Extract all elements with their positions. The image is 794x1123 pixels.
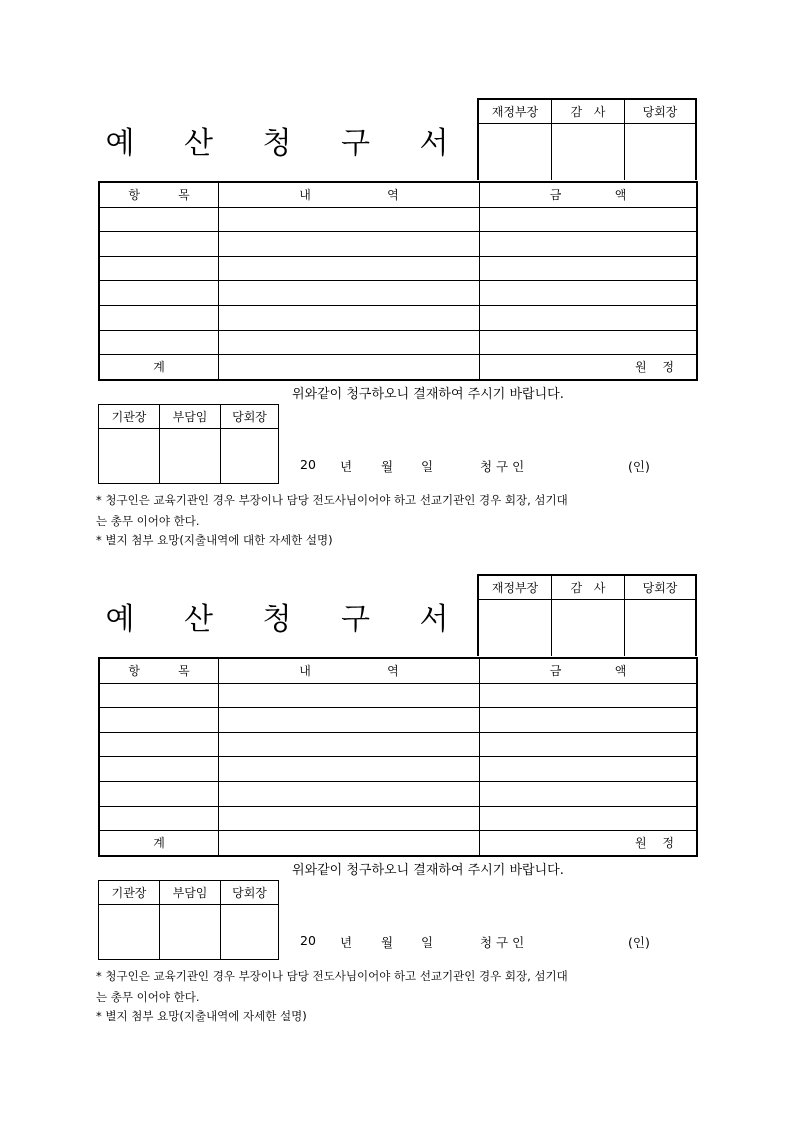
detail-cell[interactable] bbox=[219, 781, 480, 806]
sign-header-pastor: 당회장 bbox=[221, 881, 279, 905]
sign-box-pastor[interactable] bbox=[221, 905, 279, 960]
item-cell[interactable] bbox=[99, 732, 219, 757]
item-cell[interactable] bbox=[99, 232, 219, 257]
approval-header-auditor: 감 사 bbox=[552, 99, 625, 124]
date-year-prefix: 20 bbox=[300, 457, 316, 472]
table-row bbox=[99, 207, 697, 232]
request-statement: 위와같이 청구하오니 결재하여 주시기 바랍니다. bbox=[292, 387, 564, 402]
table-row bbox=[99, 732, 697, 757]
amount-cell[interactable] bbox=[480, 256, 698, 281]
approval-box-pastor[interactable] bbox=[625, 124, 697, 181]
column-header-amount: 금 액 bbox=[480, 182, 698, 207]
approval-box-pastor[interactable] bbox=[625, 600, 697, 657]
sign-header-head: 기관장 bbox=[99, 405, 160, 429]
budget-items-table bbox=[98, 657, 698, 857]
item-cell[interactable] bbox=[99, 708, 219, 733]
sign-box-teacher[interactable] bbox=[160, 905, 221, 960]
note-attachment: * 별지 첨부 요망(지출내역에 자세한 설명) bbox=[96, 1009, 307, 1023]
table-header-row bbox=[99, 182, 697, 207]
item-cell[interactable] bbox=[99, 330, 219, 355]
column-header-item: 항 목 bbox=[99, 658, 219, 683]
budget-request-form-2 bbox=[0, 574, 794, 1044]
note-attachment: * 별지 첨부 요망(지출내역에 대한 자세한 설명) bbox=[96, 533, 333, 547]
signature-table bbox=[98, 404, 279, 484]
column-header-detail: 내 역 bbox=[219, 182, 480, 207]
sign-header-head: 기관장 bbox=[99, 881, 160, 905]
requester-label: 청 구 인 bbox=[480, 935, 525, 950]
amount-cell[interactable] bbox=[480, 781, 698, 806]
total-amount-cell[interactable]: 원 정 bbox=[480, 831, 698, 856]
column-header-amount: 금 액 bbox=[480, 658, 698, 683]
approval-header-finance: 재정부장 bbox=[478, 99, 552, 124]
item-cell[interactable] bbox=[99, 781, 219, 806]
amount-cell[interactable] bbox=[480, 806, 698, 831]
total-row bbox=[99, 355, 697, 380]
item-cell[interactable] bbox=[99, 256, 219, 281]
sign-box-head[interactable] bbox=[99, 905, 160, 960]
approval-table bbox=[477, 98, 697, 180]
detail-cell[interactable] bbox=[219, 330, 480, 355]
amount-cell[interactable] bbox=[480, 757, 698, 782]
table-row bbox=[99, 781, 697, 806]
approval-header-auditor: 감 사 bbox=[552, 575, 625, 600]
table-row bbox=[99, 683, 697, 708]
detail-cell[interactable] bbox=[219, 757, 480, 782]
detail-cell[interactable] bbox=[219, 281, 480, 306]
total-detail-cell[interactable] bbox=[219, 355, 480, 380]
seal-label: (인) bbox=[628, 935, 650, 950]
approval-header-pastor: 당회장 bbox=[625, 575, 697, 600]
request-statement: 위와같이 청구하오니 결재하여 주시기 바랍니다. bbox=[292, 863, 564, 878]
detail-cell[interactable] bbox=[219, 732, 480, 757]
sign-box-head[interactable] bbox=[99, 429, 160, 484]
detail-cell[interactable] bbox=[219, 207, 480, 232]
table-row bbox=[99, 757, 697, 782]
amount-cell[interactable] bbox=[480, 305, 698, 330]
table-header-row bbox=[99, 658, 697, 683]
amount-cell[interactable] bbox=[480, 708, 698, 733]
form-title: 예 산 청 구 서 bbox=[105, 126, 469, 161]
table-row bbox=[99, 256, 697, 281]
total-label: 계 bbox=[99, 355, 219, 380]
date-year: 년 bbox=[340, 459, 353, 474]
note-requester-line2: 는 총무 이어야 한다. bbox=[96, 514, 200, 528]
sign-header-pastor: 당회장 bbox=[221, 405, 279, 429]
table-row bbox=[99, 330, 697, 355]
note-requester-line2: 는 총무 이어야 한다. bbox=[96, 990, 200, 1004]
form-title: 예 산 청 구 서 bbox=[105, 602, 469, 637]
date-day: 일 bbox=[421, 935, 434, 950]
total-row bbox=[99, 831, 697, 856]
amount-cell[interactable] bbox=[480, 732, 698, 757]
requester-label: 청 구 인 bbox=[480, 459, 525, 474]
signature-table bbox=[98, 880, 279, 960]
approval-box-auditor[interactable] bbox=[552, 124, 625, 181]
budget-items-table bbox=[98, 181, 698, 381]
note-requester-line1: * 청구인은 교육기관인 경우 부장이나 담당 전도사님이어야 하고 선교기관인 경우 회장, 섬기대 bbox=[96, 969, 568, 983]
item-cell[interactable] bbox=[99, 806, 219, 831]
sign-header-teacher: 부담임 bbox=[160, 405, 221, 429]
sign-box-pastor[interactable] bbox=[221, 429, 279, 484]
approval-box-finance[interactable] bbox=[478, 600, 552, 657]
amount-cell[interactable] bbox=[480, 232, 698, 257]
seal-label: (인) bbox=[628, 459, 650, 474]
amount-cell[interactable] bbox=[480, 207, 698, 232]
budget-request-form-1 bbox=[0, 98, 794, 568]
total-detail-cell[interactable] bbox=[219, 831, 480, 856]
sign-header-teacher: 부담임 bbox=[160, 881, 221, 905]
item-cell[interactable] bbox=[99, 281, 219, 306]
total-amount-cell[interactable]: 원 정 bbox=[480, 355, 698, 380]
table-row bbox=[99, 305, 697, 330]
amount-cell[interactable] bbox=[480, 683, 698, 708]
approval-box-auditor[interactable] bbox=[552, 600, 625, 657]
detail-cell[interactable] bbox=[219, 305, 480, 330]
detail-cell[interactable] bbox=[219, 683, 480, 708]
item-cell[interactable] bbox=[99, 305, 219, 330]
approval-header-finance: 재정부장 bbox=[478, 575, 552, 600]
item-cell[interactable] bbox=[99, 757, 219, 782]
detail-cell[interactable] bbox=[219, 806, 480, 831]
table-row bbox=[99, 708, 697, 733]
amount-cell[interactable] bbox=[480, 281, 698, 306]
total-label: 계 bbox=[99, 831, 219, 856]
date-year-prefix: 20 bbox=[300, 933, 316, 948]
date-day: 일 bbox=[421, 459, 434, 474]
amount-cell[interactable] bbox=[480, 330, 698, 355]
date-year: 년 bbox=[340, 935, 353, 950]
date-month: 월 bbox=[381, 935, 394, 950]
sign-box-teacher[interactable] bbox=[160, 429, 221, 484]
detail-cell[interactable] bbox=[219, 708, 480, 733]
item-cell[interactable] bbox=[99, 683, 219, 708]
detail-cell[interactable] bbox=[219, 256, 480, 281]
approval-header-pastor: 당회장 bbox=[625, 99, 697, 124]
detail-cell[interactable] bbox=[219, 232, 480, 257]
approval-table bbox=[477, 574, 697, 656]
column-header-detail: 내 역 bbox=[219, 658, 480, 683]
note-requester-line1: * 청구인은 교육기관인 경우 부장이나 담당 전도사님이어야 하고 선교기관인 경우 회장, 섬기대 bbox=[96, 493, 568, 507]
item-cell[interactable] bbox=[99, 207, 219, 232]
date-month: 월 bbox=[381, 459, 394, 474]
table-row bbox=[99, 806, 697, 831]
approval-box-finance[interactable] bbox=[478, 124, 552, 181]
table-row bbox=[99, 232, 697, 257]
table-row bbox=[99, 281, 697, 306]
column-header-item: 항 목 bbox=[99, 182, 219, 207]
